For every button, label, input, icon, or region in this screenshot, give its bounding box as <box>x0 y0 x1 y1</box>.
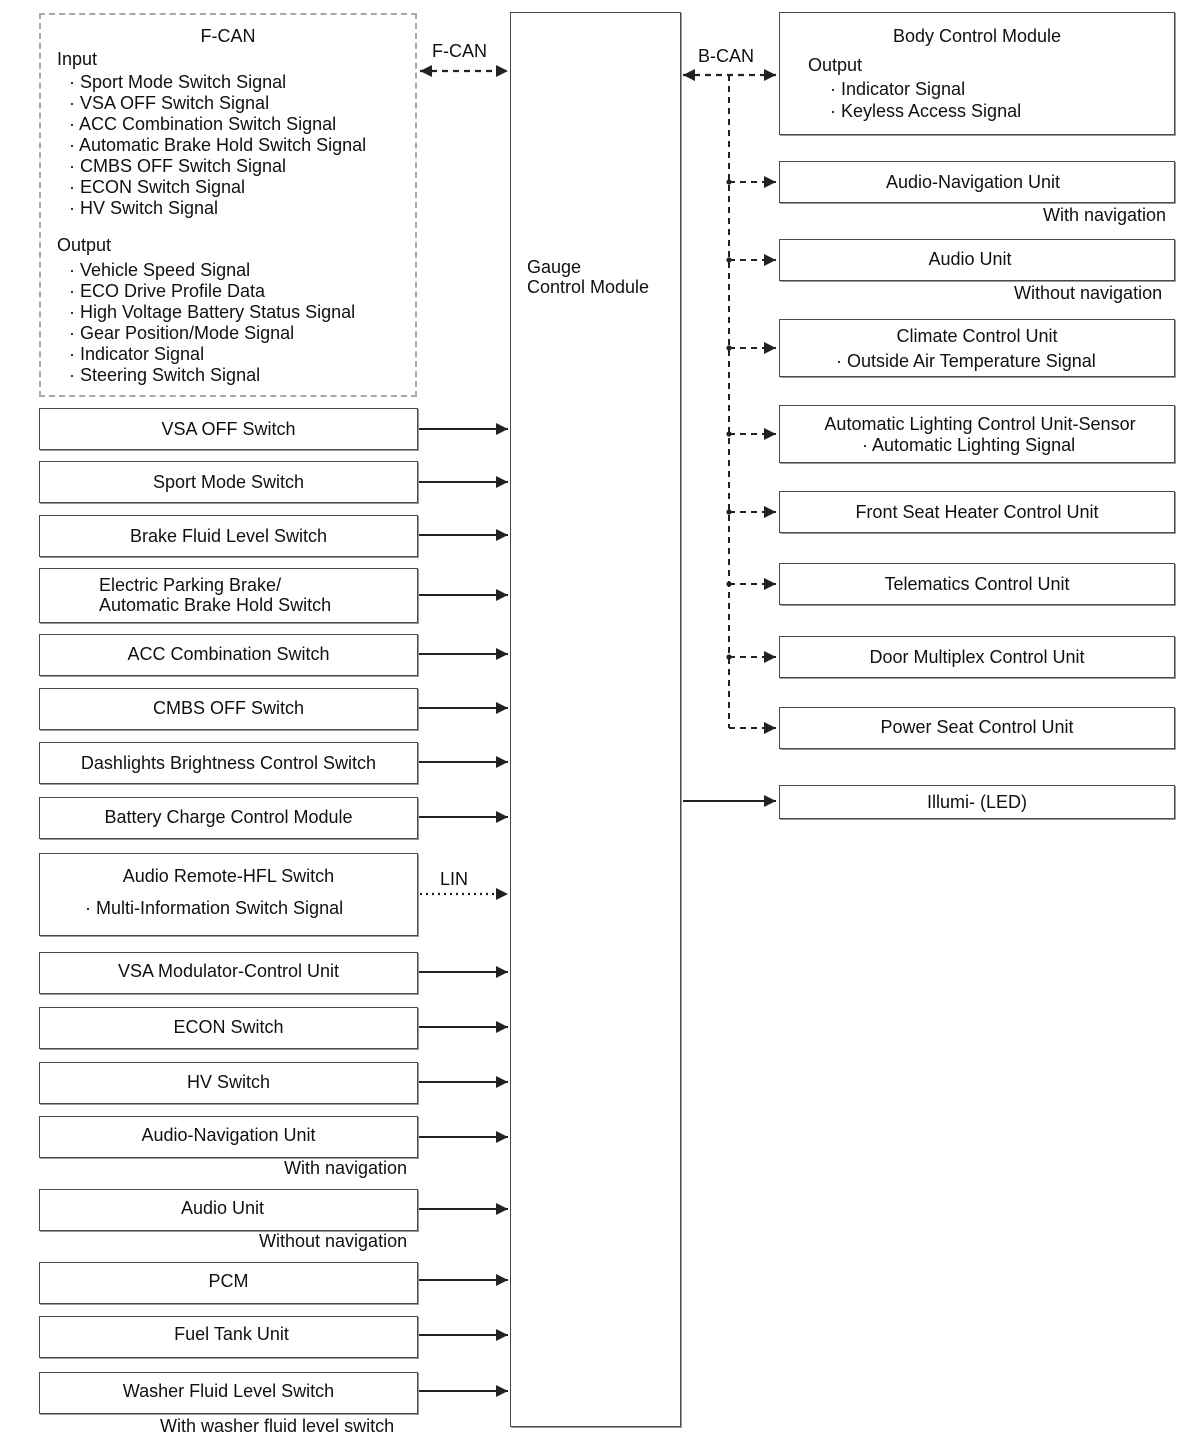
input-label: HV Switch <box>186 1072 271 1092</box>
input-audio-remote-hfl-switch <box>39 853 418 936</box>
input-label-line2: · Multi-Information Switch Signal <box>85 898 344 918</box>
input-label: Fuel Tank Unit <box>174 1324 289 1344</box>
gauge-control-module <box>510 12 681 1427</box>
unit-label: Door Multiplex Control Unit <box>869 647 1085 667</box>
input-pcm <box>39 1262 418 1304</box>
fcan-output-item: · Steering Switch Signal <box>69 365 261 385</box>
unit-label-line1: Automatic Lighting Control Unit-Sensor <box>824 414 1136 434</box>
input-dashlights-brightness-switch <box>39 742 418 784</box>
unit-label: Telematics Control Unit <box>884 574 1070 594</box>
input-label: Battery Charge Control Module <box>104 807 353 827</box>
unit-front-seat-heater <box>779 491 1175 533</box>
input-vsa-off-switch <box>39 408 418 450</box>
bcan-junction-dot <box>726 345 731 350</box>
unit-label: Audio-Navigation Unit <box>885 172 1061 192</box>
bcan-junction-dot <box>726 257 731 262</box>
input-note: Without navigation <box>259 1231 408 1251</box>
bcan-bus-label: B-CAN <box>698 46 755 66</box>
input-label: Brake Fluid Level Switch <box>129 526 328 546</box>
input-electric-parking-brake <box>39 568 418 623</box>
input-label: Audio-Navigation Unit <box>141 1125 316 1145</box>
input-label: ACC Combination Switch <box>127 644 330 664</box>
unit-note: With navigation <box>1043 205 1167 225</box>
input-note: With navigation <box>284 1158 408 1178</box>
unit-label: Power Seat Control Unit <box>880 717 1074 737</box>
input-label: Audio Unit <box>180 1198 265 1218</box>
fcan-input-item: · VSA OFF Switch Signal <box>69 93 270 113</box>
input-vsa-modulator-control-unit <box>39 952 418 994</box>
input-label: VSA Modulator-Control Unit <box>117 961 340 981</box>
input-audio-navigation-unit <box>39 1116 418 1158</box>
input-note: With washer fluid level switch <box>160 1416 395 1436</box>
gauge-label-line1: Gauge <box>527 257 582 277</box>
fcan-output-item: · Indicator Signal <box>69 344 205 364</box>
unit-label: Front Seat Heater Control Unit <box>855 502 1099 522</box>
input-brake-fluid-level-switch <box>39 515 418 557</box>
input-label: PCM <box>208 1271 249 1291</box>
unit-audio-navigation <box>779 161 1175 203</box>
fcan-input-heading: Input <box>57 49 98 69</box>
input-arrows <box>418 429 508 1391</box>
unit-audio <box>779 239 1175 281</box>
fcan-output-item: · Gear Position/Mode Signal <box>69 323 295 343</box>
unit-label-line2: · Automatic Lighting Signal <box>862 435 1076 455</box>
lin-bus-label: LIN <box>440 869 469 889</box>
fcan-output-heading: Output <box>57 235 112 255</box>
input-fuel-tank-unit <box>39 1316 418 1358</box>
illumi-led <box>779 785 1175 819</box>
fcan-box-title: F-CAN <box>200 26 256 46</box>
gauge-label-line2: Control Module <box>527 277 650 297</box>
fcan-input-item: · Automatic Brake Hold Switch Signal <box>69 135 367 155</box>
unit-label: Audio Unit <box>928 249 1012 269</box>
fcan-input-item: · ACC Combination Switch Signal <box>69 114 337 134</box>
fcan-output-item: · High Voltage Battery Status Signal <box>69 302 356 322</box>
fcan-output-item: · Vehicle Speed Signal <box>69 260 251 280</box>
unit-label-line2: · Outside Air Temperature Signal <box>836 351 1096 371</box>
bcan-junction-dot <box>726 654 731 659</box>
fcan-input-item: · HV Switch Signal <box>69 198 219 218</box>
unit-telematics <box>779 563 1175 605</box>
illumi-label: Illumi- (LED) <box>926 792 1027 812</box>
input-econ-switch <box>39 1007 418 1049</box>
fcan-bus-label: F-CAN <box>432 41 487 61</box>
bcan-junction-dot <box>726 179 731 184</box>
unit-door-multiplex <box>779 636 1175 678</box>
bcm-output-item: · Indicator Signal <box>830 79 966 99</box>
input-acc-combination-switch <box>39 634 418 676</box>
unit-label-line1: Climate Control Unit <box>896 326 1058 346</box>
bcan-junction-dot <box>726 581 731 586</box>
input-audio-unit <box>39 1189 418 1231</box>
input-cmbs-off-switch <box>39 688 418 730</box>
input-label: Sport Mode Switch <box>152 472 305 492</box>
bcm-title: Body Control Module <box>892 26 1062 46</box>
unit-automatic-lighting <box>779 405 1175 463</box>
fcan-input-item: · ECON Switch Signal <box>69 177 246 197</box>
bcm-output-heading: Output <box>808 55 863 75</box>
input-hv-switch <box>39 1062 418 1104</box>
input-label: ECON Switch <box>173 1017 284 1037</box>
input-washer-fluid-level-switch <box>39 1372 418 1414</box>
input-label-line2: Automatic Brake Hold Switch <box>99 595 332 615</box>
fcan-output-item: · ECO Drive Profile Data <box>69 281 266 301</box>
bcm-output-item: · Keyless Access Signal <box>830 101 1022 121</box>
unit-power-seat <box>779 707 1175 749</box>
input-label-line1: Electric Parking Brake/ <box>99 575 282 595</box>
fcan-info-box <box>39 13 417 397</box>
bcan-junction-dot <box>726 509 731 514</box>
input-label-line1: Audio Remote-HFL Switch <box>122 866 335 886</box>
input-label: CMBS OFF Switch <box>152 698 304 718</box>
input-label: Dashlights Brightness Control Switch <box>80 753 377 773</box>
input-label: Washer Fluid Level Switch <box>122 1381 335 1401</box>
input-battery-charge-control-module <box>39 797 418 839</box>
body-control-module <box>779 12 1175 135</box>
bcan-junction-dot <box>726 431 731 436</box>
fcan-input-item: · Sport Mode Switch Signal <box>69 72 287 92</box>
input-sport-mode-switch <box>39 461 418 503</box>
unit-climate-control <box>779 319 1175 377</box>
unit-note: Without navigation <box>1014 283 1163 303</box>
input-label: VSA OFF Switch <box>161 419 296 439</box>
fcan-input-item: · CMBS OFF Switch Signal <box>69 156 287 176</box>
